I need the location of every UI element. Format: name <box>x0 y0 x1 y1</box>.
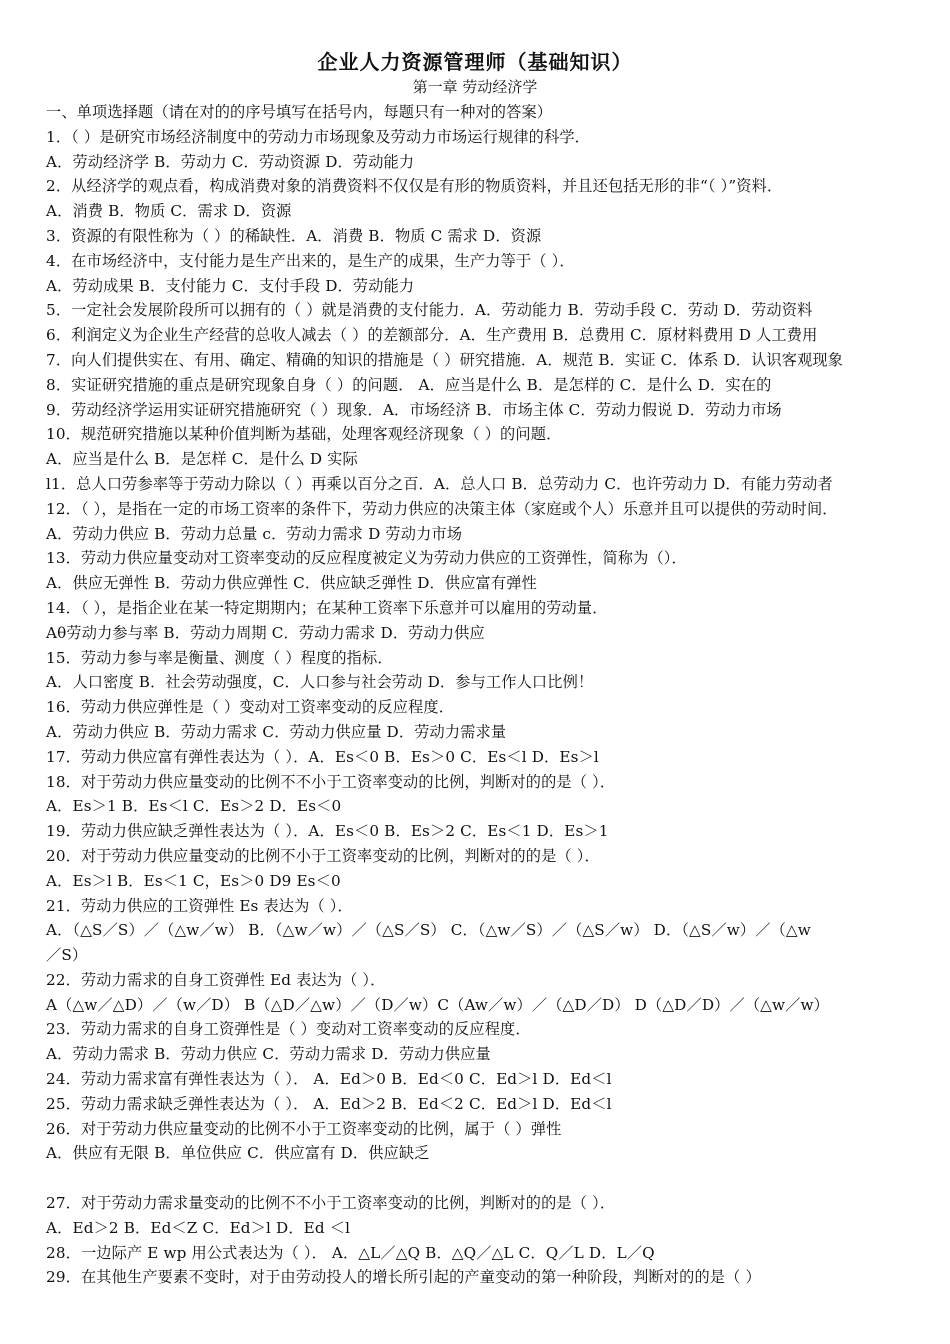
text-line: 一、单项选择题（请在对的的序号填写在括号内，每题只有一种对的答案） <box>46 103 553 121</box>
question-list <box>46 100 916 1290</box>
text-line: A．（△S／S）／（△w／w） B．（△w／w）／（△S／S） C．（△w／S）／（△S／w） D．（△S／w）／（△w <box>46 921 811 940</box>
text-line: A．供应无弹性 B．劳动力供应弹性 C．供应缺乏弹性 D．供应富有弹性 <box>46 574 537 593</box>
text-line: A．劳动力供应 B．劳动力总量 c．劳动力需求 D 劳动力市场 <box>46 524 463 543</box>
text-line: A．劳动力供应 B．劳动力需求 C．劳动力供应量 D．劳动力需求量 <box>46 722 507 741</box>
text-line: 23．劳动力需求的自身工资弹性是（ ）变动对工资率变动的反应程度． <box>46 1020 531 1039</box>
text-line: 10．规范研究措施以某种价值判断为基础，处理客观经济现象（ ）的问题． <box>46 425 562 444</box>
text-line: 26．对于劳动力供应量变动的比例不小于工资率变动的比例，属于（ ）弹性 <box>46 1119 562 1138</box>
text-line: 13．劳动力供应量变动对工资率变动的反应程度被定义为劳动力供应的工资弹性，简称为（）． <box>46 549 687 568</box>
text-line: A．消费 B．物质 C．需求 D．资源 <box>46 202 292 221</box>
text-line: 9．劳动经济学运用实证研究措施研究（ ）现象．A．市场经济 B．市场主体 C．劳动力假说 D．劳动力市场 <box>46 400 782 419</box>
text-line: Aθ劳动力参与率 B．劳动力周期 C．劳动力需求 D．劳动力供应 <box>46 623 485 642</box>
text-line: A．劳动经济学 B．劳动力 C．劳动资源 D．劳动能力 <box>46 152 415 171</box>
text-line: 6．利润定义为企业生产经营的总收人减去（ ）的差额部分．A．生产费用 B．总费用 C．原材料费用 D 人工费用 <box>46 326 818 345</box>
text-line: 25．劳动力需求缺乏弹性表达为（ ）． A．Ed＞2 B．Ed＜2 C．Ed＞l D．Ed＜l <box>46 1094 612 1113</box>
text-line: 27．对于劳动力需求量变动的比例不不小于工资率变动的比例，判断对的的是（ ）． <box>46 1194 616 1213</box>
text-line: 1．（ ）是研究市场经济制度中的劳动力市场现象及劳动力市场运行规律的科学． <box>46 127 591 146</box>
text-line: 8．实证研究措施的重点是研究现象自身（ ）的问题． A．应当是什么 B．是怎样的 C．是什么 D．实在的 <box>46 375 772 394</box>
text-line: 28．一边际产 E wp 用公式表达为（ ）． A．△L／△Q B．△Q／△L C．Q／L D．L／Q <box>46 1243 655 1262</box>
text-line: A．劳动力需求 B．劳动力供应 C．劳动力需求 D．劳动力供应量 <box>46 1045 491 1064</box>
text-line: ／S） <box>46 946 88 965</box>
text-line: 22．劳动力需求的自身工资弹性 Ed 表达为（ ）． <box>46 970 386 989</box>
text-line <box>46 1166 916 1191</box>
text-line: 14．（ ），是指企业在某一特定期期内；在某种工资率下乐意并可以雇用的劳动量． <box>46 598 608 617</box>
text-line: A．Ed＞2 B．Ed＜Z C．Ed＞l D．Ed ＜l <box>46 1218 351 1237</box>
text-line: 16．劳动力供应弹性是（ ）变动对工资率变动的反应程度． <box>46 698 455 717</box>
text-line: A．Es＞1 B．Es＜l C．Es＞2 D．Es＜0 <box>46 797 342 816</box>
chapter-heading: 第一章 劳动经济学 <box>412 78 538 96</box>
text-line: 17．劳动力供应富有弹性表达为（ ）．A．Es＜0 B．Es＞0 C．Es＜l D．Es＞l <box>46 747 599 766</box>
text-line: 5．一定社会发展阶段所可以拥有的（ ）就是消费的支付能力．A．劳动能力 B．劳动手段 C．劳动 D．劳动资料 <box>46 301 813 320</box>
text-line: A．人口密度 B．社会劳动强度，C．人口参与社会劳动 D．参与工作人口比例！ <box>46 673 594 692</box>
text-line: 2．从经济学的观点看，构成消费对象的消费资料不仅仅是有形的物质资料，并且还包括无形的非“（ ）”资料． <box>46 177 783 196</box>
text-line: 29．在其他生产要素不变时，对于由劳动投人的增长所引起的产童变动的第一种阶段，判断对的的是（ ） <box>46 1268 761 1287</box>
text-line: A（△w／△D）／（w／D） B（△D／△w）／（D／w）C（Aw／w）／（△D／D） D（△D／D）／（△w／w） <box>46 995 829 1014</box>
text-line: A．Es＞l B．Es＜1 C，Es＞0 D9 Es＜0 <box>46 871 341 890</box>
text-line: 19．劳动力供应缺乏弹性表达为（ ）．A．Es＜0 B．Es＞2 C．Es＜1 D．Es＞1 <box>46 822 609 841</box>
text-line: A．供应有无限 B．单位供应 C．供应富有 D．供应缺乏 <box>46 1144 430 1163</box>
text-line: 3．资源的有限性称为（ ）的稀缺性．A．消费 B．物质 C 需求 D．资源 <box>46 226 542 245</box>
text-line: 24．劳动力需求富有弹性表达为（ ）． A．Ed＞0 B．Ed＜0 C．Ed＞l D．Ed＜l <box>46 1070 612 1089</box>
text-line: 20．对于劳动力供应量变动的比例不小于工资率变动的比例，判断对的的是（ ）． <box>46 846 600 865</box>
text-line: 4．在市场经济中，支付能力是生产出来的，是生产的成果，生产力等于（ ）． <box>46 251 575 270</box>
text-line: l1．总人口劳参率等于劳动力除以（ ）再乘以百分之百．A．总人口 B．总劳动力 C．也许劳动力 D．有能力劳动者 <box>46 474 833 493</box>
text-line: 7．向人们提供实在、有用、确定、精确的知识的措施是（ ）研究措施．A．规范 B．实证 C．体系 D．认识客观现象 <box>46 350 844 369</box>
document-title: 企业人力资源管理师（基础知识） <box>317 50 633 74</box>
text-line: 21．劳动力供应的工资弹性 Es 表达为（ ）． <box>46 896 353 915</box>
text-line: 15．劳动力参与率是衡量、测度（ ）程度的指标． <box>46 648 393 667</box>
text-line: A．劳动成果 B．支付能力 C．支付手段 D．劳动能力 <box>46 276 415 295</box>
text-line: A．应当是什么 B．是怎样 C．是什么 D 实际 <box>46 450 358 469</box>
text-line: 12．（ ），是指在一定的市场工资率的条件下，劳动力供应的决策主体（家庭或个人）乐意并且可以提供的劳动时间． <box>46 499 838 518</box>
text-line: 18．对于劳动力供应量变动的比例不不小于工资率变动的比例，判断对的的是（ ）． <box>46 772 616 791</box>
